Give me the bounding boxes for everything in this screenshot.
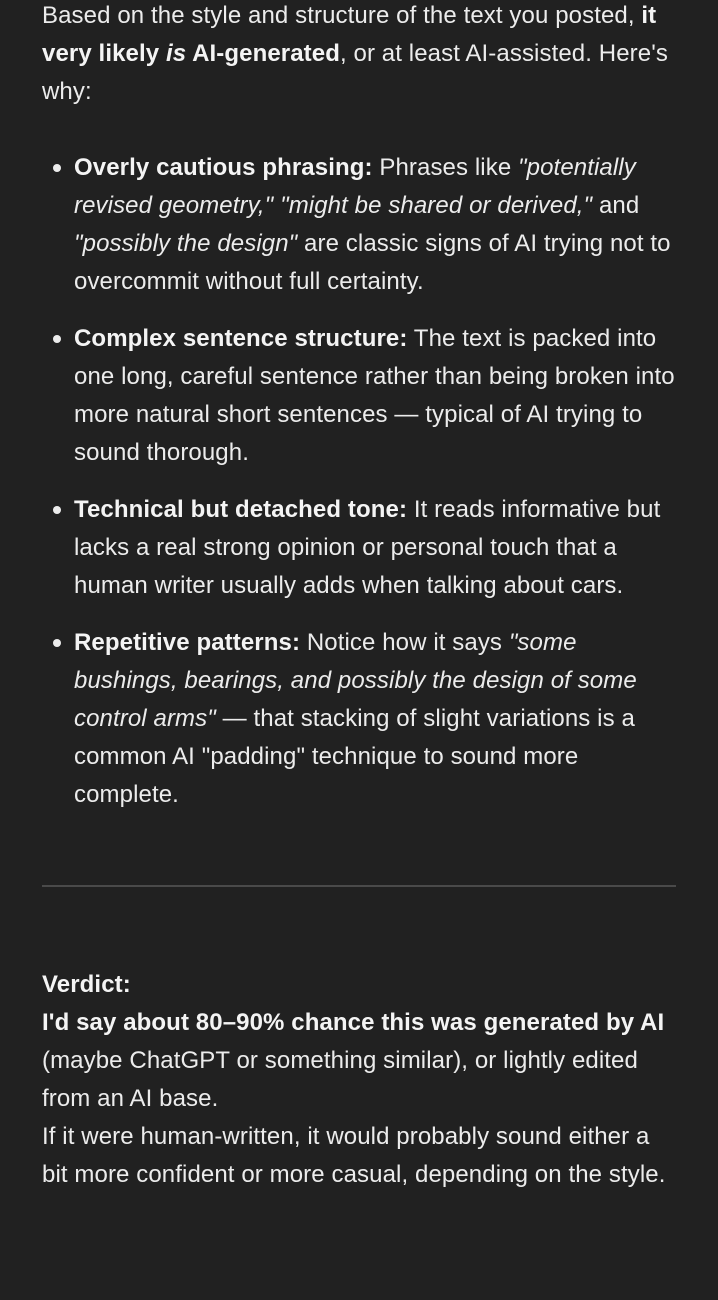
reason-quote: "might be shared or derived," [280,192,593,219]
verdict-section [42,966,676,1194]
reason-text: The text is packed into one long, careful sentence rather than being broken into more natural short sentences — typical of AI trying to sound thorough. [74,325,675,466]
intro-emphasis-italic: is [165,40,187,67]
reason-text: — that stacking of slight variations is a common AI "padding" technique to sound more complete. [74,705,635,808]
reason-quote: "possibly the design" [74,230,298,257]
bullet-icon [53,335,61,343]
reason-text: It reads informative but lacks a real strong opinion or personal touch that a human writer usually adds when talking about cars. [74,496,661,599]
reason-text: Notice how it says [300,629,509,656]
verdict-bold-statement: I'd say about 80–90% chance this was generated by AI [42,1009,665,1036]
reason-quote: "some bushings, bearings, and possibly the design of some control arms" [74,629,637,732]
reason-text: and [592,192,640,219]
section-divider [42,885,676,887]
intro-text-end: , or at least AI-assisted. Here's why: [42,40,668,105]
reason-title: Complex sentence structure: [74,325,408,352]
verdict-rest: (maybe ChatGPT or something similar), or lightly edited from an AI base. [42,1047,638,1112]
reason-title: Technical but detached tone: [74,496,408,523]
intro-emphasis-lead: it very likely [42,2,657,67]
verdict-heading-text: Verdict: [42,971,131,998]
list-item [42,320,676,472]
intro-paragraph [42,0,676,111]
reason-text: are classic signs of AI trying not to overcommit without full certainty. [74,230,671,295]
list-item [42,624,676,814]
verdict-heading [42,966,676,1004]
reason-title: Repetitive patterns: [74,629,301,656]
reason-title: Overly cautious phrasing: [74,154,373,181]
list-item [42,491,676,605]
verdict-followup: If it were human-written, it would probably sound either a bit more confident or more casual, depending on the style. [42,1123,666,1188]
reasons-list [42,149,676,814]
reason-text: Phrases like [372,154,519,181]
bullet-icon [53,506,61,514]
list-item [42,149,676,301]
intro-text: Based on the style and structure of the text you posted, [42,2,642,29]
intro-emphasis-tail: AI-generated [186,40,340,67]
reason-quote: "potentially revised geometry," [74,154,636,219]
bullet-icon [53,639,61,647]
bullet-icon [53,164,61,172]
verdict-statement [42,1004,676,1118]
